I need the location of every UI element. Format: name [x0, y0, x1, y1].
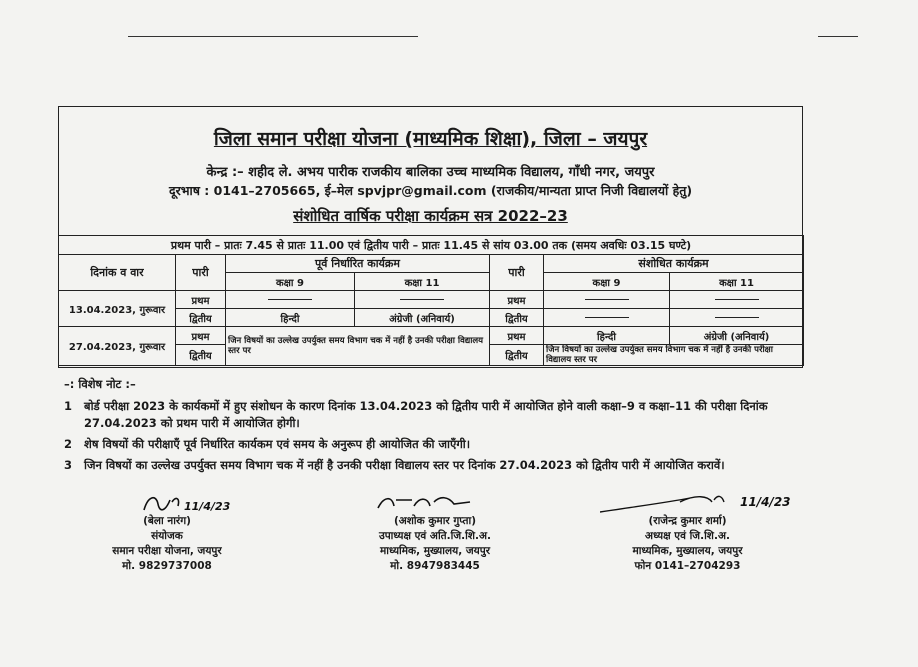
sign-date-2: 11/4/23: [740, 495, 791, 509]
row1-rev-s1-c9: [544, 291, 670, 309]
row2-rev-shift1: प्रथम: [490, 327, 544, 345]
signatory-phone: मो. 9829737008: [122, 560, 212, 572]
top-rule-right: [818, 36, 858, 37]
col-original: पूर्व निर्धारित कार्यक्रम: [226, 255, 490, 273]
signatory-role: संयोजक: [151, 530, 183, 542]
col-shift-revised: पारी: [490, 255, 544, 291]
row2-rev-shift2: द्वितीय: [490, 345, 544, 366]
list-item: [64, 436, 824, 453]
row2-shift1: प्रथम: [176, 327, 226, 345]
signatory-office: माध्यमिक, मुख्यालय, जयपुर: [632, 545, 743, 557]
table-row: [59, 327, 804, 345]
sign-date-1: 11/4/23: [184, 500, 231, 513]
note-text: बोर्ड परीक्षा 2023 के कार्यकमों में हुए संशोधन के कारण दिनांक 13.04.2023 को द्वितीय पारी में आयोजित होने वाली कक्षा–9 व कक्षा–11 की परीक्षा दिनांक 27.04.2023 को प्रथम पारी में आयोजित होगी।: [84, 399, 768, 430]
centre-line: केन्द्र :– शहीद ले. अभय पारीक राजकीय बालिका उच्च माध्यमिक विद्यालय, गाँधी नगर, जयपुर: [206, 165, 655, 180]
signatory-phone: फोन 0141–2704293: [634, 560, 741, 572]
signatory-phone: मो. 8947983445: [390, 560, 480, 572]
row1-orig-s1-c9: [226, 291, 355, 309]
schedule-table: [58, 235, 804, 366]
row2-rev-note: जिन विषयों का उल्लेख उपर्युक्त समय विभाग चक में नहीं है उनकी परीक्षा विद्यालय स्तर पर: [544, 345, 804, 366]
row2-rev-s1-c11: अंग्रेजी (अनिवार्य): [670, 327, 804, 345]
row1-shift2: द्वितीय: [176, 309, 226, 327]
row1-rev-shift2: द्वितीय: [490, 309, 544, 327]
row1-orig-s2-c9: हिन्दी: [226, 309, 355, 327]
notes-title: –: विशेष नोट :–: [64, 377, 136, 391]
row2-orig-note: जिन विषयों का उल्लेख उपर्युक्त समय विभाग चक में नहीं है उनकी परीक्षा विद्यालय स्तर पर: [226, 327, 490, 366]
signatory-role: उपाध्यक्ष एवं अति.जि.शि.अ.: [378, 530, 492, 542]
signatory-office: माध्यमिक, मुख्यालय, जयपुर: [380, 545, 490, 557]
signatory-name: (अशोक कुमार गुप्ता): [393, 515, 477, 527]
col-date: दिनांक व वार: [59, 255, 176, 291]
col-revised: संशोधित कार्यक्रम: [544, 255, 804, 273]
handwritten-signature-icon: [350, 492, 520, 514]
row1-rev-s2-c9: [544, 309, 670, 327]
note-text: जिन विषयों का उल्लेख उपर्युक्त समय विभाग चक में नहीं है उनकी परीक्षा विद्यालय स्तर पर दिनांक 27.04.2023 को द्वितीय पारी में आयोजित करावें।: [84, 458, 725, 472]
handwritten-signature-icon: [92, 492, 242, 514]
signatory-name: (बेला नारंग): [143, 515, 191, 527]
signatory-office: समान परीक्षा योजना, जयपुर: [112, 545, 222, 557]
rev-class9-header: कक्षा 9: [544, 273, 670, 291]
signature-block-chair: [600, 492, 791, 574]
signatory-role: अध्यक्ष एवं जि.शि.अ.: [645, 530, 730, 542]
note-number: 3: [64, 458, 73, 472]
signature-block-vice-chair: [350, 492, 520, 574]
handwritten-signature-icon: [600, 492, 820, 514]
col-shift: पारी: [176, 255, 226, 291]
row1-rev-s1-c11: [670, 291, 804, 309]
row1-orig-s1-c11: [355, 291, 490, 309]
notice-title: जिला समान परीक्षा योजना (माध्यमिक शिक्षा), जिला – जयपुर: [213, 128, 648, 150]
orig-class11-header: कक्षा 11: [355, 273, 490, 291]
list-item: [64, 398, 824, 432]
note-number: 1: [64, 399, 73, 413]
orig-class9-header: कक्षा 9: [226, 273, 355, 291]
signature-block-convenor: [92, 492, 242, 574]
signatory-name: (राजेन्द्र कुमार शर्मा): [648, 515, 727, 527]
row1-date: 13.04.2023, गुरूवार: [59, 291, 176, 327]
row2-rev-s1-c9: हिन्दी: [544, 327, 670, 345]
note-text: शेष विषयों की परीक्षाएँ पूर्व निर्धारित कार्यकम एवं समय के अनुरूप ही आयोजित की जाएँगी।: [84, 437, 471, 451]
row1-rev-shift1: प्रथम: [490, 291, 544, 309]
list-item: [64, 457, 824, 474]
row1-shift1: प्रथम: [176, 291, 226, 309]
table-row: [59, 291, 804, 309]
row2-shift2: द्वितीय: [176, 345, 226, 366]
top-rule-left: [128, 36, 418, 37]
schedule-subtitle: संशोधित वार्षिक परीक्षा कार्यक्रम सत्र 2022–23: [293, 207, 568, 225]
timing-row: प्रथम पारी – प्रातः 7.45 से प्रातः 11.00 एवं द्वितीय पारी – प्रातः 11.45 से सांय 03.00 तक (समय अवधिः 03.15 घण्टे): [59, 236, 804, 255]
special-notes: [64, 377, 824, 478]
contact-line: दूरभाष : 0141–2705665, ई–मेल spvjpr@gmail.com (राजकीय/मान्यता प्राप्त निजी विद्यालयों हेतु): [168, 183, 693, 198]
row1-orig-s2-c11: अंग्रेजी (अनिवार्य): [355, 309, 490, 327]
rev-class11-header: कक्षा 11: [670, 273, 804, 291]
note-number: 2: [64, 437, 73, 451]
row1-rev-s2-c11: [670, 309, 804, 327]
row2-date: 27.04.2023, गुरूवार: [59, 327, 176, 366]
